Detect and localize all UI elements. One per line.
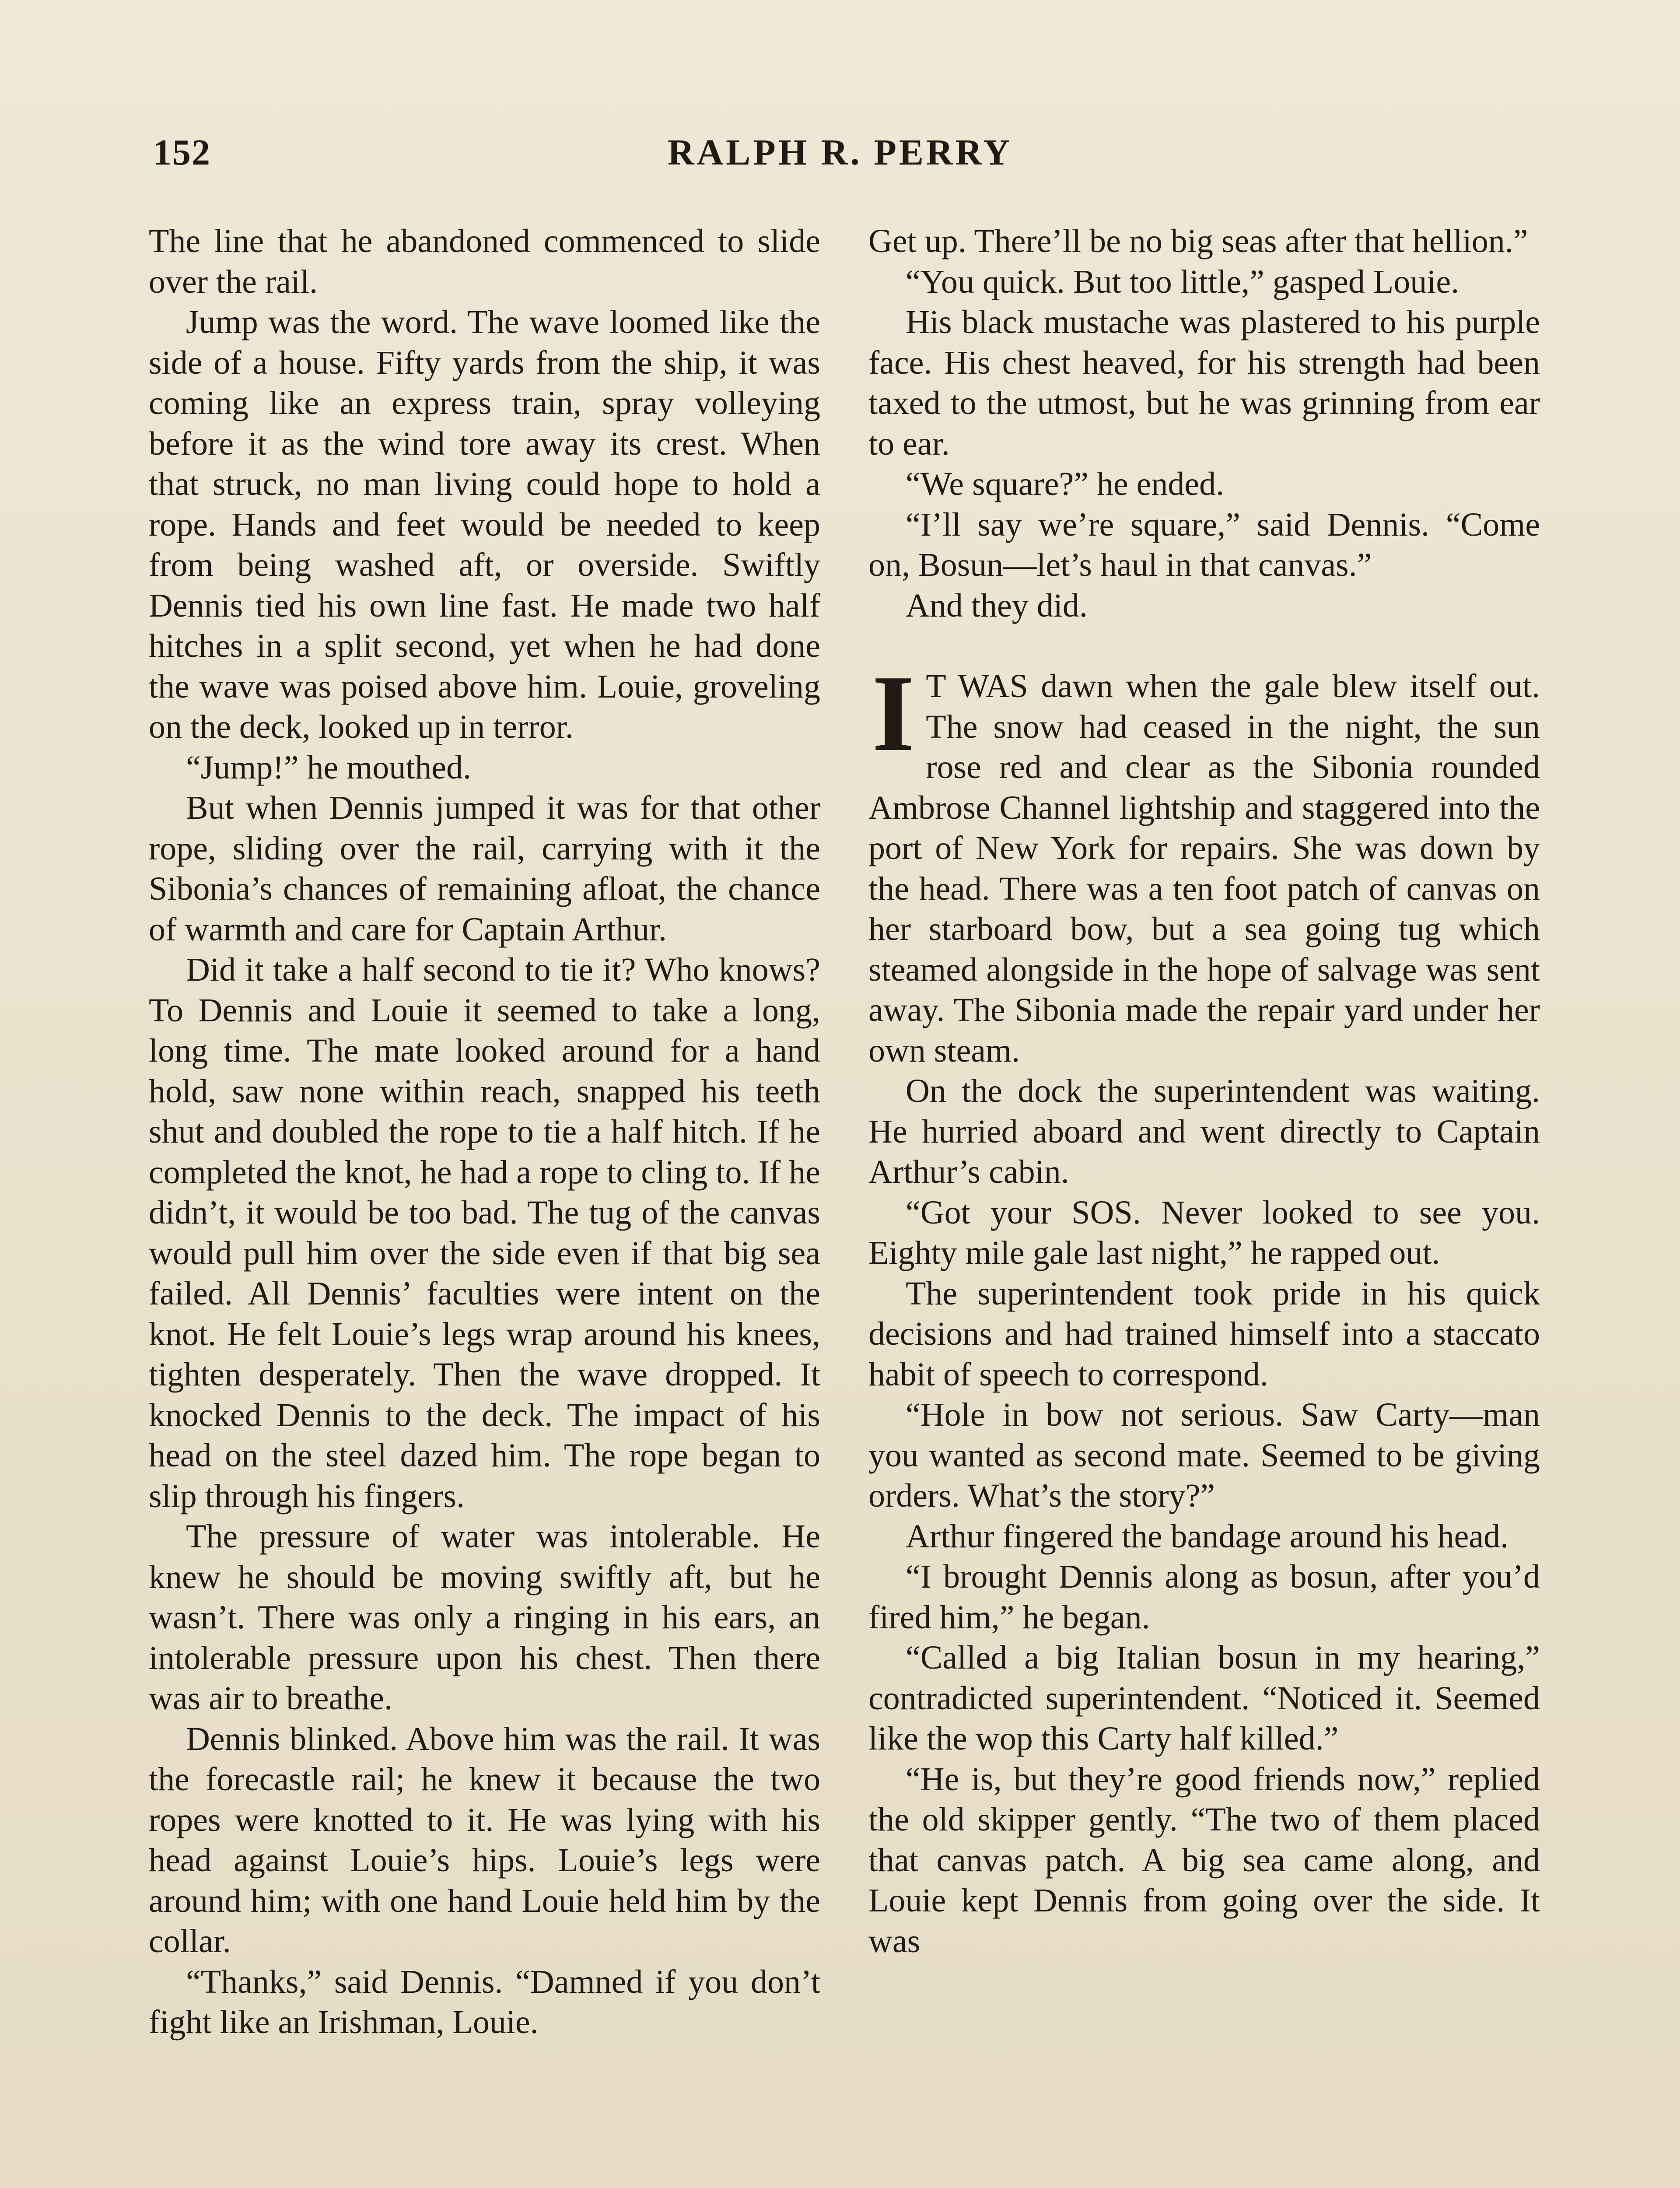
running-head: RALPH R. PERRY	[667, 132, 1013, 173]
paragraph: Jump was the word. The wave loomed like the side of a house. Fifty yards from the ship, it was coming like an express train, spray volleying before it as the wind tore away its crest. When that struck, no man living could hope to hold a rope. Hands and feet would be needed to keep from being washed aft, or overside. Swiftly Dennis tied his own line fast. He made two half hitches in a split second, yet when he had done the wave was poised above him. Louie, groveling on the deck, looked up in terror.	[149, 304, 820, 745]
section-opening-paragraph	[868, 653, 1540, 1071]
paragraph: “Got your SOS. Never looked to see you. Eighty mile gale last night,” he rapped out.	[868, 1194, 1540, 1271]
text-columns	[149, 221, 1540, 2188]
paragraph: And they did.	[906, 587, 1088, 624]
drop-cap: I	[872, 653, 915, 774]
paragraph: But when Dennis jumped it was for that other rope, sliding over the rail, carrying with it the Sibonia’s chances of remaining afloat, the chance of warmth and care for Captain Arthur.	[149, 789, 820, 948]
paragraph: Arthur fingered the bandage around his head.	[906, 1518, 1509, 1555]
paragraph: “Called a big Italian bosun in my hearing,” contradicted superintendent. “Noticed it. Seemed like the wop this Carty half killed.”	[868, 1639, 1540, 1757]
page-number: 152	[153, 132, 211, 173]
paragraph: The pressure of water was intolerable. He knew he should be moving swiftly aft, but he wasn’t. There was only a ringing in his ears, an intolerable pressure upon his chest. Then there was air to breathe.	[149, 1518, 820, 1717]
paragraph: The superintendent took pride in his quick decisions and had trained himself into a staccato habit of speech to correspond.	[868, 1275, 1540, 1393]
paragraph: “I’ll say we’re square,” said Dennis. “Come on, Bosun—let’s haul in that canvas.”	[868, 506, 1540, 583]
paragraph: “Thanks,” said Dennis. “Damned if you don’t fight like an Irishman, Louie.	[149, 1963, 820, 2041]
paragraph: “You quick. But too little,” gasped Louie.	[906, 263, 1460, 300]
paragraph: Did it take a half second to tie it? Who knows? To Dennis and Louie it seemed to take a long, long time. The mate looked around for a hand hold, saw none within reach, snapped his teeth shut and doubled the rope to tie a half hitch. If he completed the knot, he had a rope to cling to. If he didn’t, it would be too bad. The tug of the canvas would pull him over the side even if that big sea failed. All Dennis’ faculties were intent on the knot. He felt Louie’s legs wrap around his knees, tighten desperately. Then the wave dropped. It knocked Dennis to the deck. The impact of his head on the steel dazed him. The rope began to slip through his fingers.	[149, 951, 820, 1515]
section-opening-text: T WAS dawn when the gale blew itself out. The snow had ceased in the night, the sun rose red and clear as the Sibonia rounded Ambrose Channel lightship and staggered into the port of New York for repairs. She was down by the head. There was a ten foot patch of canvas on her starboard bow, but a sea going tug which steamed alongside in the hope of salvage was sent away. The Sibonia made the repair yard under her own steam.	[868, 668, 1540, 1069]
paragraph: “Hole in bow not serious. Saw Carty—man you wanted as second mate. Seemed to be giving orders. What’s the story?”	[868, 1396, 1540, 1514]
paragraph: “He is, but they’re good friends now,” replied the old skipper gently. “The two of them placed that canvas patch. A big sea came along, and Louie kept Dennis from going over the side. It was	[868, 1760, 1540, 1960]
paragraph: On the dock the superintendent was waiting. He hurried aboard and went directly to Captain Arthur’s cabin.	[868, 1073, 1540, 1190]
paragraph: The line that he abandoned commenced to slide over the rail.	[149, 223, 820, 300]
left-column	[149, 221, 820, 2188]
paragraph: “Jump!” he mouthed.	[186, 749, 472, 786]
paragraph: Get up. There’ll be no big seas after that hellion.”	[868, 223, 1528, 259]
right-column	[868, 221, 1540, 2188]
section-break	[868, 626, 1540, 666]
paragraph: His black mustache was plastered to his purple face. His chest heaved, for his strength had been taxed to the utmost, but he was grinning from ear to ear.	[868, 304, 1540, 462]
page-header	[149, 131, 1531, 179]
paragraph: “I brought Dennis along as bosun, after you’d fired him,” he began.	[868, 1558, 1540, 1636]
paragraph: “We square?” he ended.	[906, 466, 1225, 502]
paragraph: Dennis blinked. Above him was the rail. It was the forecastle rail; he knew it because the two ropes were knotted to it. He was lying with his head against Louie’s hips. Louie’s legs were around him; with one hand Louie held him by the collar.	[149, 1720, 820, 1960]
